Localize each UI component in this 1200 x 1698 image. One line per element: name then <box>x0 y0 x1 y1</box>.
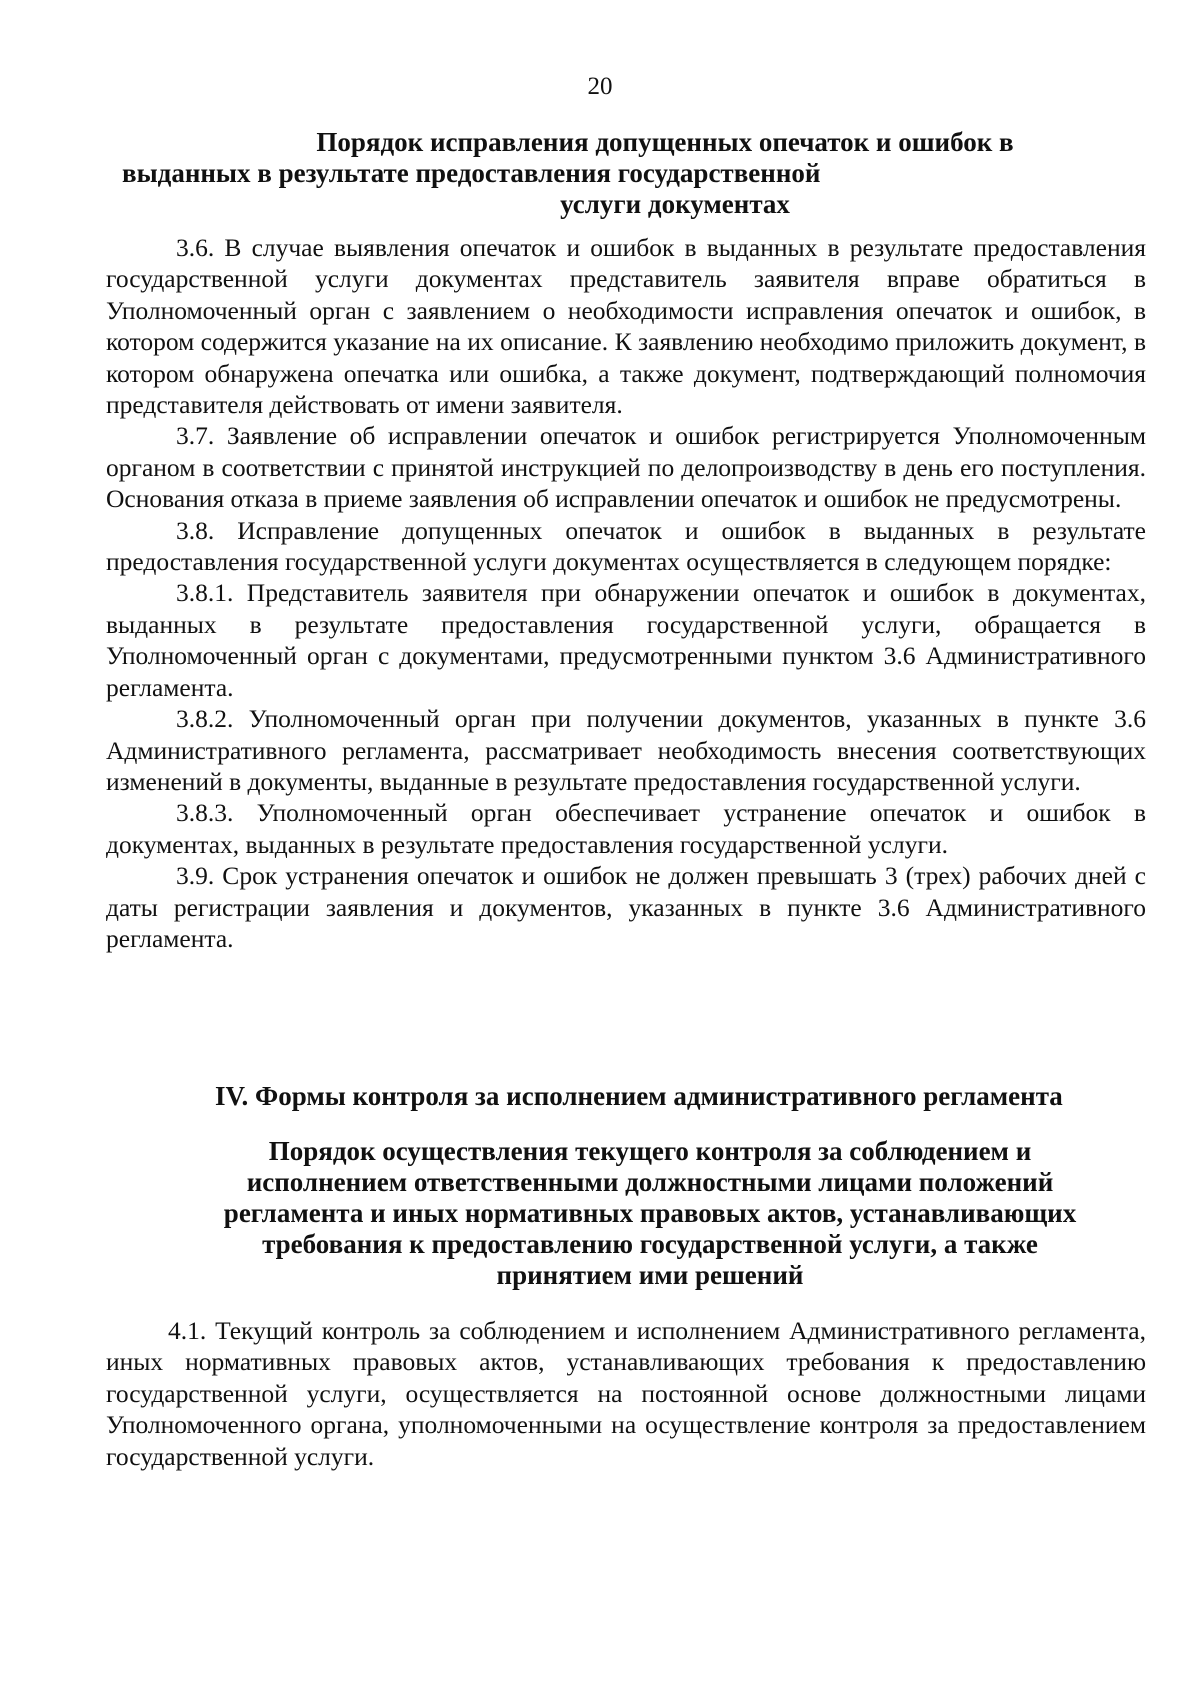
page-number: 20 <box>587 73 613 100</box>
paragraph-3-8-1: 3.8.1. Представитель заявителя при обнаружении опечаток и ошибок в документах, выданных в результате предоставления государственной услуги, обращается в Уполномоченный орган с документами, предусмотренными пунктом 3.6 Административного регламента. <box>106 578 1146 702</box>
heading-line: Порядок исправления допущенных опечаток и ошибок в <box>316 127 1014 157</box>
paragraph-3-8-2: 3.8.2. Уполномоченный орган при получении документов, указанных в пункте 3.6 Административного регламента, рассматривает необходимость внесения соответствующих изменений в документы, выданные в результате предоставления государственной услуги. <box>106 704 1146 796</box>
heading-line: выданных в результате предоставления государственной <box>122 158 821 188</box>
paragraphs-block-1 <box>106 232 1146 954</box>
heading-line: принятием ими решений <box>496 1260 804 1290</box>
heading-line: регламента и иных нормативных правовых актов, устанавливающих <box>223 1198 1077 1228</box>
paragraphs-block-2 <box>106 1315 1146 1472</box>
paragraph-3-6: 3.6. В случае выявления опечаток и ошибок в выданных в результате предоставления государственной услуги документах представитель заявителя вправе обратиться в Уполномоченный орган с заявлением о необходимости исправления опечаток и ошибок, в котором содержится указание на их описание. К заявлению необходимо приложить документ, в котором обнаружена опечатка или ошибка, а также документ, подтверждающий полномочия представителя действовать от имени заявителя. <box>106 233 1146 420</box>
heading-line: Порядок осуществления текущего контроля за соблюдением и <box>268 1136 1032 1166</box>
subsection-heading-control <box>150 1136 1150 1291</box>
paragraph-3-8-3: 3.8.3. Уполномоченный орган обеспечивает устранение опечаток и ошибок в документах, выданных в результате предоставления государственной услуги. <box>106 798 1146 859</box>
paragraph-3-9: 3.9. Срок устранения опечаток и ошибок не должен превышать 3 (трех) рабочих дней с даты регистрации заявления и документов, указанных в пункте 3.6 Административного регламента. <box>106 861 1146 953</box>
paragraph-3-7: 3.7. Заявление об исправлении опечаток и ошибок регистрируется Уполномоченным органом в соответствии с принятой инструкцией по делопроизводству в день его поступления. Основания отказа в приеме заявления об исправлении опечаток и ошибок не предусмотрены. <box>106 421 1146 514</box>
section-iv-heading: IV. Формы контроля за исполнением административного регламента <box>215 1081 1063 1111</box>
heading-line: исполнением ответственными должностными лицами положений <box>246 1167 1054 1197</box>
heading-line: требования к предоставлению государственной услуги, а также <box>262 1229 1038 1259</box>
paragraph-4-1: 4.1. Текущий контроль за соблюдением и исполнением Административного регламента, иных нормативных правовых актов, устанавливающих требования к предоставлению государственной услуги, осуществляется на постоянной основе должностными лицами Уполномоченного органа, уполномоченными на осуществление контроля за предоставлением государственной услуги. <box>106 1316 1146 1471</box>
section-heading-corrections <box>100 127 1100 220</box>
paragraph-3-8: 3.8. Исправление допущенных опечаток и ошибок в выданных в результате предоставления государственной услуги документах осуществляется в следующем порядке: <box>106 515 1146 577</box>
heading-line: услуги документах <box>560 189 790 219</box>
